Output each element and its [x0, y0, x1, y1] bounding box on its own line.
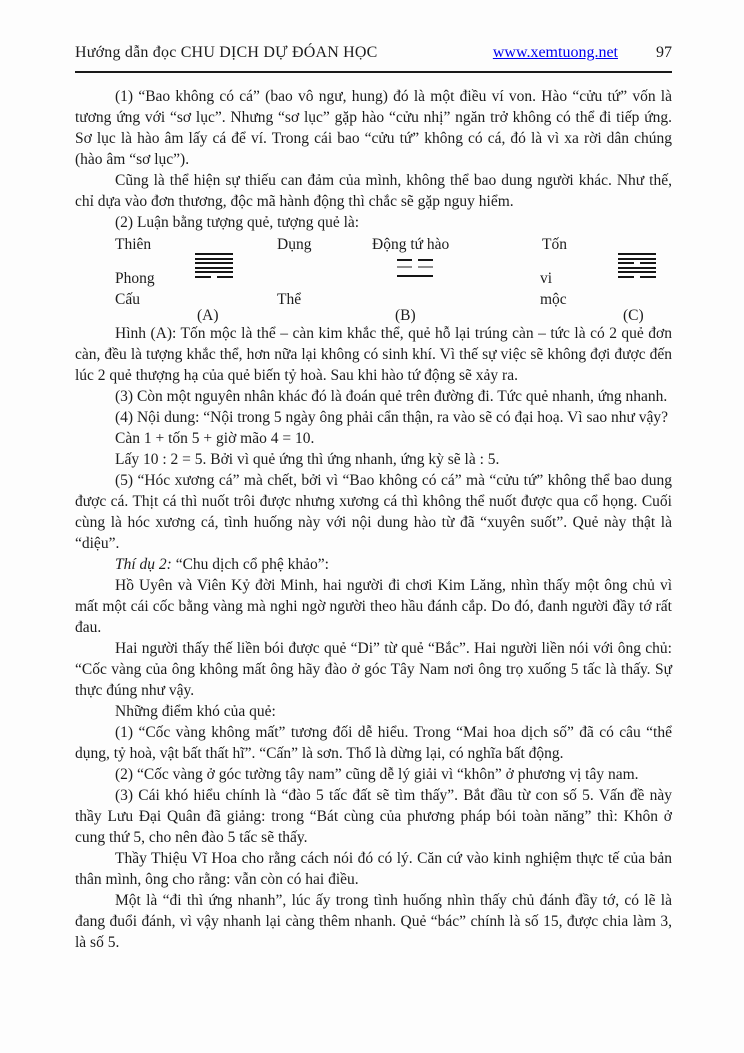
- figure-c-caption: (C): [623, 307, 644, 324]
- paragraph-17: Thầy Thiệu Vĩ Hoa cho rằng cách nói đó có lý. Căn cứ vào kinh nghiệm thực tế của bản thân mình, ông cho rằng: vẫn còn có hai điều.: [75, 850, 672, 888]
- figure-c-label-mid: vi: [540, 270, 553, 287]
- paragraph-7: Càn 1 + tốn 5 + giờ mão 4 = 10.: [115, 430, 315, 447]
- paragraph-6: (4) Nội dung: “Nội trong 5 ngày ông phải cẩn thận, ra vào sẽ có đại hoạ. Vì sao như vậy?: [115, 409, 669, 426]
- paragraph-13: Những điểm khó của quẻ:: [115, 703, 276, 720]
- paragraph-11: Hồ Uyên và Viên Kỷ đời Minh, hai người đi chơi Kim Lăng, nhìn thấy một ông chủ vì mất một cái cốc bằng vàng mà nghi ngờ người theo hầu đánh cắp. Do đó, đanh người đầy tớ rất đau.: [75, 577, 672, 636]
- figure-c-label-top: Tốn: [542, 236, 567, 253]
- paragraph-10: [75, 554, 672, 575]
- header-link[interactable]: www.xemtuong.net: [492, 44, 618, 61]
- page-body: [75, 86, 672, 953]
- example-2-lead: Thí dụ 2:: [115, 556, 172, 573]
- example-2-title: “Chu dịch cổ phệ khảo”:: [171, 556, 329, 573]
- figure-c-label-bottom: mộc: [540, 291, 567, 308]
- page-number: 97: [656, 44, 672, 61]
- figure-b-heading: Động tứ hào: [372, 236, 450, 253]
- page-header: [75, 0, 672, 73]
- figure-b-caption: (B): [395, 307, 416, 324]
- paragraph-9: (5) “Hóc xương cá” mà chết, bởi vì “Bao không có cá” mà “cửu tứ” không thể bao dung được cá. Thịt cá thì nuốt trôi được nhưng xương cá thì không thể nuốt được qua cổ họng. Cuối cùng là hóc xương cá, tình huống này với nội dung hào từ đã “xuyên suốt”. Quẻ này thật là “diệu”.: [75, 472, 672, 552]
- paragraph-15: (2) “Cốc vàng ở góc tường tây nam” cũng dễ lý giải vì “khôn” ở phương vị tây nam.: [115, 766, 639, 783]
- figure-b-label-top: Dụng: [277, 236, 312, 253]
- paragraph-18: Một là “đi thì ứng nhanh”, lúc ấy trong tình huống nhìn thấy chủ đánh đầy tớ, có lẽ là đang đuổi đánh, vì vậy nhanh lại càng thêm nhanh. Quẻ “bác” chính là số 15, được chia làm 3, là số 5.: [75, 892, 672, 951]
- paragraph-8: Lấy 10 : 2 = 5. Bởi vì quẻ ứng thì ứng nhanh, ứng kỳ sẽ là : 5.: [115, 451, 500, 468]
- paragraph-4: Hình (A): Tốn mộc là thể – càn kim khắc thể, quẻ hỗ lại trúng càn – tức là có 2 quẻ đơn càn, đều là tượng khắc thể, hơn nữa lại không có sinh khí. Vì thế sự việc sẽ không đợi được đến lúc 2 quẻ thượng hạ của quẻ biến tỷ hoà. Sau khi hào tứ động sẽ xảy ra.: [75, 325, 672, 384]
- paragraph-1: (1) “Bao không có cá” (bao vô ngư, hung) đó là một điều ví von. Hào “cửu tứ” vốn là tương ứng với “sơ lục”. Nhưng “sơ lục” gặp hào “cửu nhị” ngăn trở không có thể đi tiếp ứng. Sơ lục là hào âm lấy cá để ví. Trong cái bao “cửu tứ” không có cá, đó là vì xa rời dân chúng (hào âm “sơ lục”).: [75, 88, 672, 168]
- paragraph-16: (3) Cái khó hiểu chính là “đào 5 tấc đất sẽ tìm thấy”. Bắt đầu từ con số 5. Vấn đề này thầy Lưu Đại Quân đã giảng: trong “Bát cùng của phương pháp bói toàn năng” thì: Khôn ở cung thứ 5, cho nên đào 5 tấc sẽ thấy.: [75, 787, 672, 846]
- figure-a-label-top: Thiên: [115, 236, 152, 253]
- hexagram-a: [195, 253, 233, 278]
- paragraph-12: Hai người thấy thế liền bói được quẻ “Di” từ quẻ “Bắc”. Hai người liền nói với ông chủ: “Cốc vàng của ông không mất ông hãy đào ở góc Tây Nam nơi ông trọ xuống 5 tấc là thấy. Sự thực đúng như vậy.: [75, 640, 672, 699]
- figure-b-label-bottom: Thể: [277, 291, 302, 308]
- header-title: Hướng dẫn đọc CHU DỊCH DỰ ĐÓAN HỌC: [75, 44, 378, 61]
- figure-a-caption: (A): [197, 307, 219, 324]
- figure-a-label-bottom: Cấu: [115, 291, 140, 308]
- paragraph-5: (3) Còn một nguyên nhân khác đó là đoán quẻ trên đường đi. Tức quẻ nhanh, ứng nhanh.: [115, 388, 668, 405]
- figure-a-label-mid: Phong: [115, 270, 155, 287]
- hexagram-c: [618, 253, 656, 278]
- paragraph-14: (1) “Cốc vàng không mất” tương đối dễ hiểu. Trong “Mai hoa dịch số” đã có câu “thể dụng, tỷ hoà, vật bất thất hĩ”. “Cấn” là sơn. Thổ là dừng lại, có nghĩa bất động.: [75, 724, 672, 762]
- hexagram-figure: [75, 233, 672, 323]
- paragraph-3: (2) Luận bằng tượng quẻ, tượng quẻ là:: [115, 214, 360, 231]
- hexagram-b-moving-line: [397, 259, 433, 277]
- paragraph-2: Cũng là thể hiện sự thiếu can đảm của mình, không thể bao dung người khác. Như thế, chỉ dựa vào đơn thương, độc mã hành động thì chắc sẽ gặp nguy hiểm.: [75, 172, 672, 210]
